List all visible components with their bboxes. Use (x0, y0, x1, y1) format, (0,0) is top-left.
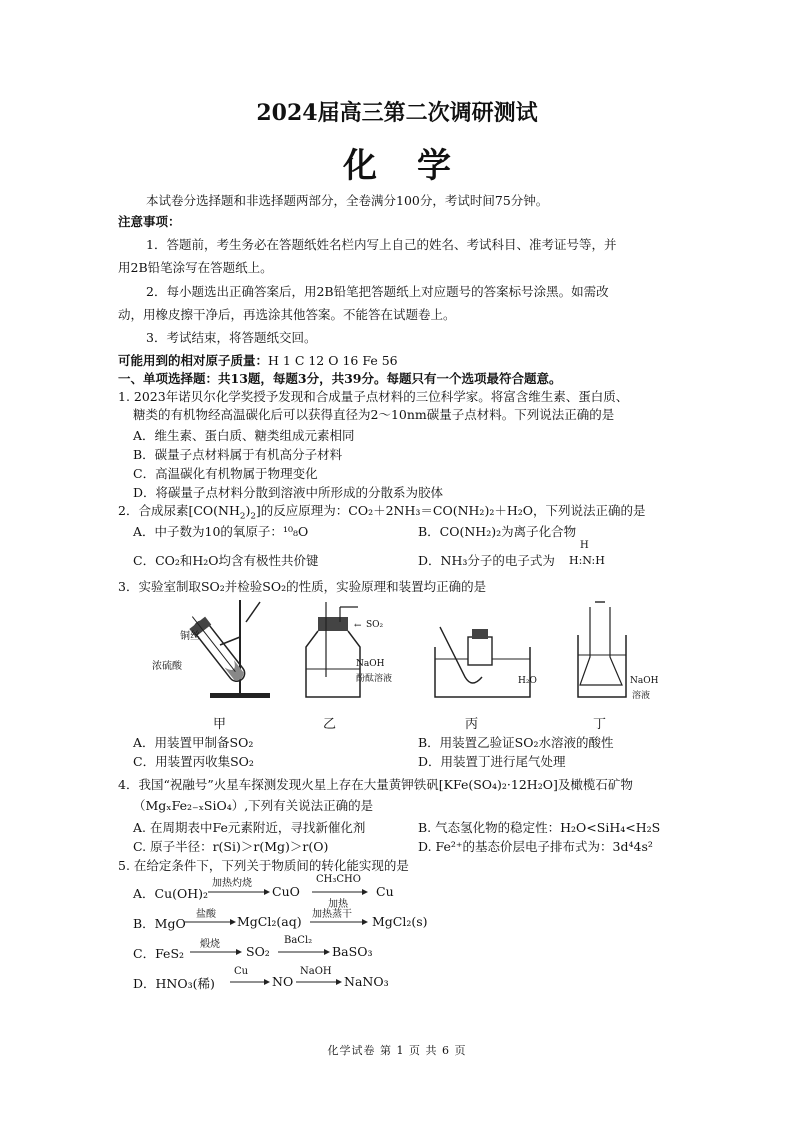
q5b-arrow1 (184, 918, 236, 926)
subject-title: 化学 (343, 146, 491, 186)
q1-option-d: D．将碳量子点材料分散到溶液中所形成的分散系为胶体 (133, 485, 444, 500)
q2-stem-rest: ]的反应原理为：CO₂＋2NH₃＝CO(NH₂)₂＋H₂O，下列说法正确的是 (255, 503, 646, 518)
q5a-product1: CuO (272, 884, 300, 899)
q2-option-a (133, 522, 308, 540)
fig-label-jia: 甲 (213, 717, 227, 732)
q3-option-c: C．用装置丙收集SO₂ (133, 754, 254, 769)
page-footer: 化学试卷 第 1 页 共 6 页 (327, 1044, 467, 1057)
q5a-product2: Cu (376, 884, 394, 899)
q5b-cond2: 加热蒸干 (312, 909, 352, 920)
apparatus-bing (430, 597, 540, 707)
q5d-product1: NO (272, 974, 294, 989)
atomic-masses-values: H 1 C 12 O 16 Fe 56 (268, 353, 398, 368)
q5d-arrow2 (296, 978, 342, 986)
apparatus-ding (570, 597, 640, 707)
q5b-cond1: 盐酸 (196, 909, 216, 920)
q5-option-a-reactant: A．Cu(OH)₂ (133, 886, 209, 901)
q4-option-c: C. 原子半径：r(Si)＞r(Mg)＞r(O) (133, 839, 329, 854)
q5c-arrow1 (190, 948, 242, 956)
q5c-product2: BaSO₃ (332, 944, 373, 959)
fig-label-ding: 丁 (593, 717, 607, 732)
q5c-cond2: BaCl₂ (284, 935, 313, 946)
q3-option-a: A．用装置甲制备SO₂ (133, 735, 254, 750)
label-water: H₂O (518, 676, 537, 686)
q4-stem-a: 4．我国“祝融号”火星车探测发现火星上存在大量黄钾铁矾[KFe(SO₄)₂·12H₂O]及橄榄石矿物 (118, 777, 633, 792)
q1-stem-b: 糖类的有机物经高温碳化后可以获得直径为2～10nm碳量子点材料。下列说法正确的是 (133, 407, 615, 422)
label-solution: 溶液 (632, 691, 651, 701)
q5b-product1: MgCl₂(aq) (237, 914, 302, 929)
label-copper-wire: 铜丝 (180, 631, 200, 642)
q2-option-d: D．NH₃分子的电子式为 (418, 553, 555, 568)
q1-option-c: C．高温碳化有机物属于物理变化 (133, 466, 318, 481)
q4-option-b: B. 气态氢化物的稳定性：H₂O<SiH₄<H₂S (418, 820, 661, 835)
q4-stem-b: （MgₓFe₂₋ₓSiO₄）,下列有关说法正确的是 (133, 798, 374, 813)
q3-option-d: D．用装置丁进行尾气处理 (418, 754, 566, 769)
q5d-product2: NaNO₃ (344, 974, 389, 989)
label-so2-in: SO₂ (366, 620, 384, 630)
q2-option-a-text: A．中子数为10的氧原子： (133, 524, 283, 539)
q5c-product1: SO₂ (246, 944, 270, 959)
q5c-arrow2 (278, 948, 330, 956)
q5d-arrow1 (230, 978, 270, 986)
exam-title: 2024届高三第二次调研测试 (256, 100, 538, 126)
label-naoh-ding: NaOH (630, 676, 659, 686)
section-heading: 一、单项选择题：共13题，每题3分，共39分。每题只有一个选项最符合题意。 (118, 371, 562, 386)
q5-option-c-reactant: C．FeS₂ (133, 946, 185, 961)
q5a-arrow1 (208, 888, 270, 896)
q4-option-a: A. 在周期表中Fe元素附近，寻找新催化剂 (133, 820, 366, 835)
q3-option-b: B．用装置乙验证SO₂水溶液的酸性 (418, 735, 614, 750)
q5a-cond1: 加热灼烧 (212, 878, 252, 889)
notice-item-2a: 2．每小题选出正确答案后，用2B铅笔把答题纸上对应题号的答案标号涂黑。如需改 (146, 284, 609, 299)
q5d-cond2: NaOH (300, 966, 332, 977)
label-naoh-yi: NaOH (356, 659, 385, 669)
q5b-arrow2 (310, 918, 368, 926)
fig-label-bing: 丙 (465, 717, 479, 732)
q2-stem: 2．合成尿素$[CO(NH_2)_2]$的反应原理为：CO₂＋2NH₃＝CO(NH₂)₂＋H₂O，下列说法正确的是 (118, 503, 646, 522)
q5a-cond2a: CH₃CHO (316, 874, 361, 885)
q3-stem: 3．实验室制取SO₂并检验SO₂的性质，实验原理和装置均正确的是 (118, 579, 487, 594)
q5-stem: 5. 在给定条件下，下列关于物质间的转化能实现的是 (118, 858, 409, 873)
q5-option-b-reactant: B．MgO (133, 916, 186, 931)
notice-item-3: 3．考试结束，将答题纸交回。 (146, 330, 317, 345)
q2-option-b: B．CO(NH₂)₂为离子化合物 (418, 524, 577, 539)
notice-item-1b: 用2B铅笔涂写在答题纸上。 (118, 260, 273, 275)
notice-item-1a: 1．答题前，考生务必在答题纸姓名栏内写上自己的姓名、考试科目、准考证号等，并 (146, 237, 617, 252)
q4-option-d: D. Fe²⁺的基态价层电子排布式为：3d⁴4s² (418, 839, 653, 854)
q5d-cond1: Cu (234, 966, 249, 977)
nh3-electron-formula: H:N:H (569, 554, 605, 567)
label-conc-sulfuric: 浓硫酸 (152, 661, 182, 672)
atomic-masses (118, 352, 398, 369)
nh3-dot-h-top: H (580, 540, 589, 551)
fig-label-yi: 乙 (323, 717, 337, 732)
q2-option-c: C．CO₂和H₂O均含有极性共价键 (133, 553, 319, 568)
atomic-masses-label: 可能用到的相对原子质量： (118, 353, 269, 368)
q2-stem-prefix: 2．合成尿素[CO(NH (118, 503, 240, 518)
q5-option-d-reactant: D．HNO₃(稀) (133, 976, 215, 991)
q1-option-a: A．维生素、蛋白质、糖类组成元素相同 (133, 428, 355, 443)
apparatus-jia (150, 597, 290, 707)
q1-stem-a: 1. 2023年诺贝尔化学奖授予发现和合成量子点材料的三位科学家。将富含维生素、蛋白质、 (118, 389, 629, 404)
apparatus-yi (298, 597, 368, 707)
q5a-cond2b: 加热 (328, 899, 348, 910)
so2-arrow: ← (354, 621, 362, 631)
notice-heading: 注意事项： (118, 214, 181, 229)
intro-text: 本试卷分选择题和非选择题两部分，全卷满分100分，考试时间75分钟。 (146, 193, 549, 208)
notice-item-2b: 动，用橡皮擦干净后，再选涂其他答案。不能答在试题卷上。 (118, 307, 456, 322)
label-phenolphthalein: 酚酞溶液 (356, 674, 393, 684)
q5c-cond1: 煅烧 (200, 939, 220, 950)
q1-option-b: B．碳量子点材料属于有机高分子材料 (133, 447, 343, 462)
q2-stem-mid: ) (245, 503, 251, 518)
q5b-product2: MgCl₂(s) (372, 914, 428, 929)
q2-nuclide: ¹⁰₈O (282, 524, 309, 539)
